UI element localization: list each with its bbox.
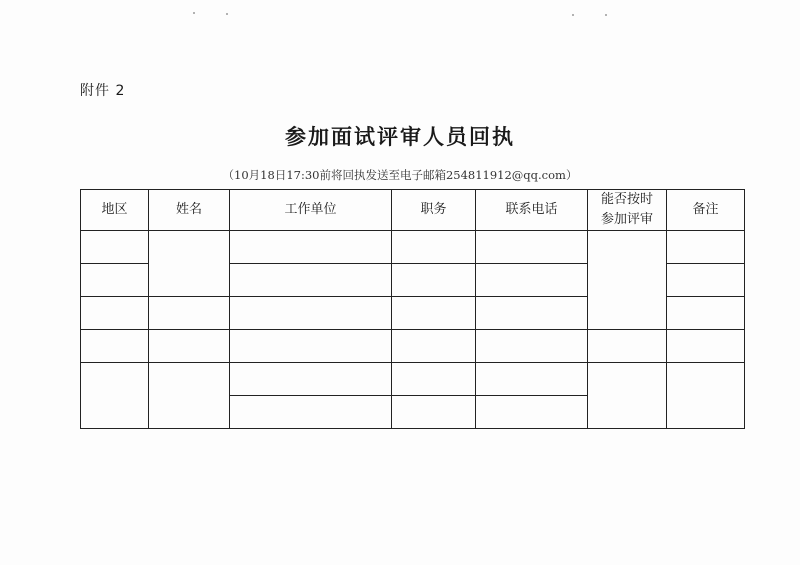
scan-speck xyxy=(605,14,607,16)
cell-phone[interactable] xyxy=(476,363,588,396)
cell-position[interactable] xyxy=(392,297,476,330)
cell-region[interactable] xyxy=(81,330,149,363)
cell-remarks[interactable] xyxy=(667,330,745,363)
cell-region[interactable] xyxy=(81,264,149,297)
table-row xyxy=(81,231,745,264)
table-row xyxy=(81,363,745,396)
cell-phone[interactable] xyxy=(476,264,588,297)
cell-position[interactable] xyxy=(392,330,476,363)
scan-speck xyxy=(193,12,195,14)
cell-remarks[interactable] xyxy=(667,297,745,330)
header-attend-on-time: 能否按时参加评审 xyxy=(588,190,667,231)
cell-remarks[interactable] xyxy=(667,264,745,297)
cell-region[interactable] xyxy=(81,231,149,264)
cell-work-unit[interactable] xyxy=(230,297,392,330)
cell-remarks[interactable] xyxy=(667,231,745,264)
cell-work-unit[interactable] xyxy=(230,363,392,396)
cell-region[interactable] xyxy=(81,297,149,330)
attachment-label: 附件 2 xyxy=(80,83,126,99)
cell-attend[interactable] xyxy=(588,363,667,429)
cell-position[interactable] xyxy=(392,264,476,297)
cell-name[interactable] xyxy=(149,363,230,429)
cell-remarks[interactable] xyxy=(667,363,745,429)
scan-speck xyxy=(226,13,228,15)
cell-work-unit[interactable] xyxy=(230,330,392,363)
header-phone: 联系电话 xyxy=(476,190,588,231)
cell-work-unit[interactable] xyxy=(230,396,392,429)
receipt-table xyxy=(80,189,745,429)
cell-position[interactable] xyxy=(392,396,476,429)
cell-phone[interactable] xyxy=(476,330,588,363)
cell-name[interactable] xyxy=(149,231,230,297)
cell-phone[interactable] xyxy=(476,396,588,429)
cell-phone[interactable] xyxy=(476,297,588,330)
header-name: 姓名 xyxy=(149,190,230,231)
submission-note: （10月18日17:30前将回执发送至电子邮箱254811912@qq.com） xyxy=(222,168,578,182)
cell-work-unit[interactable] xyxy=(230,264,392,297)
header-remarks: 备注 xyxy=(667,190,745,231)
cell-position[interactable] xyxy=(392,363,476,396)
header-work-unit: 工作单位 xyxy=(230,190,392,231)
cell-position[interactable] xyxy=(392,231,476,264)
table-row xyxy=(81,330,745,363)
table-header-row xyxy=(81,190,745,231)
cell-region[interactable] xyxy=(81,363,149,429)
cell-work-unit[interactable] xyxy=(230,231,392,264)
scan-speck xyxy=(572,14,574,16)
cell-phone[interactable] xyxy=(476,231,588,264)
cell-attend[interactable] xyxy=(588,330,667,363)
document-title: 参加面试评审人员回执 xyxy=(285,124,515,149)
cell-name[interactable] xyxy=(149,330,230,363)
cell-name[interactable] xyxy=(149,297,230,330)
header-region: 地区 xyxy=(81,190,149,231)
cell-attend[interactable] xyxy=(588,231,667,330)
header-position: 职务 xyxy=(392,190,476,231)
